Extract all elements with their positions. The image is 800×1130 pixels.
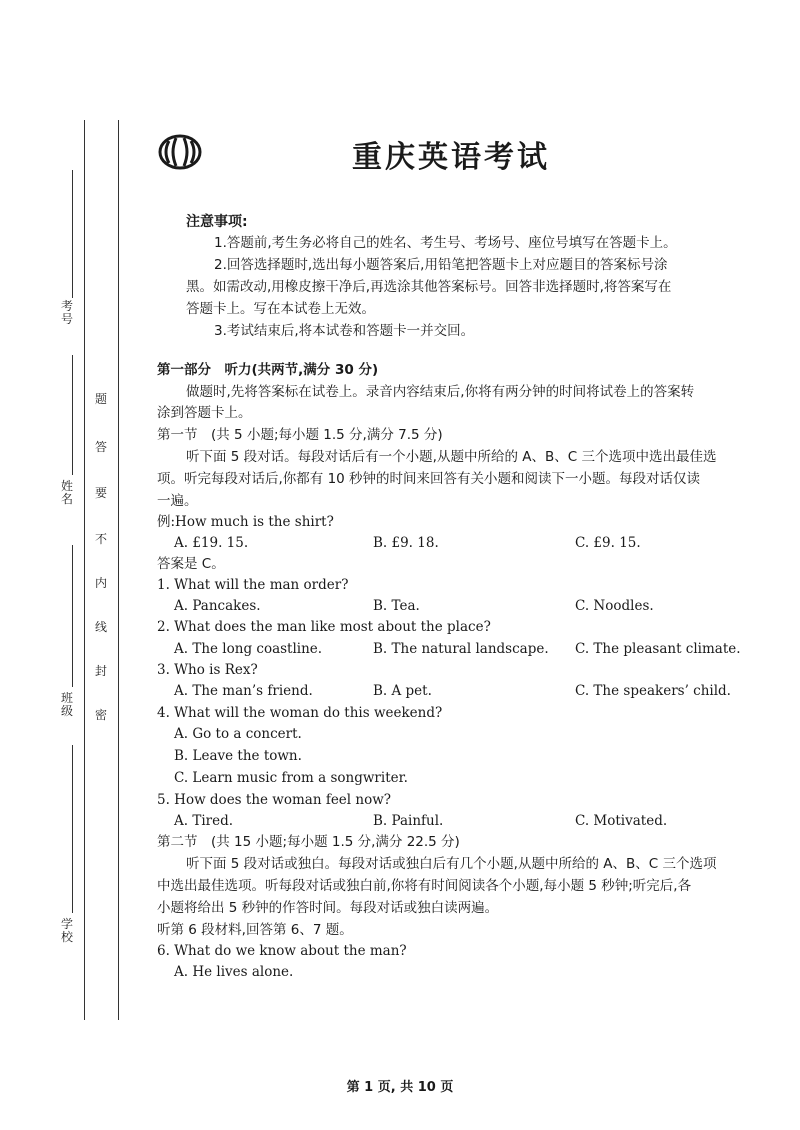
section1-instructions-cont: 项。听完每段对话后,你都有 10 秒钟的时间来回答有关小题和阅读下一小题。每段对话仅读	[157, 471, 701, 487]
q2-option-b: B. The natural landscape.	[373, 641, 549, 657]
part1-intro: 做题时,先将答案标在试卷上。录音内容结束后,你将有两分钟的时间将试卷上的答案转	[186, 384, 695, 400]
seal-char: 内	[94, 576, 107, 590]
example-option-a: A. £19. 15.	[174, 535, 249, 551]
notice-item-2-cont: 答题卡上。写在本试卷上无效。	[186, 301, 375, 317]
class-label: 班级	[60, 691, 73, 718]
section1-instructions-cont: 一遍。	[157, 493, 198, 509]
notice-heading: 注意事项:	[186, 214, 248, 230]
section2-instructions-cont: 小题将给出 5 秒钟的作答时间。每段对话或独白读两遍。	[157, 900, 499, 916]
section1-instructions: 听下面 5 段对话。每段对话后有一个小题,从题中所给的 A、B、C 三个选项中选出最佳选	[186, 449, 717, 465]
section2-heading: 第二节 (共 15 小题;每小题 1.5 分,满分 22.5 分)	[157, 834, 460, 850]
page-footer: 第 1 页, 共 10 页	[346, 1080, 454, 1095]
q5-option-a: A. Tired.	[174, 813, 234, 829]
question-3: 3. Who is Rex?	[157, 662, 258, 678]
exam-logo	[157, 132, 203, 176]
notice-item-3: 3.考试结束后,将本试卷和答题卡一并交回。	[214, 323, 475, 339]
question-4: 4. What will the woman do this weekend?	[157, 705, 443, 721]
class-line	[72, 545, 73, 687]
q5-option-b: B. Painful.	[373, 813, 444, 829]
section2-instructions: 听下面 5 段对话或独白。每段对话或独白后有几个小题,从题中所给的 A、B、C 三个选项	[186, 856, 717, 872]
name-line	[72, 355, 73, 475]
seal-char: 不	[94, 532, 107, 546]
question-2: 2. What does the man like most about the place?	[157, 619, 491, 635]
page-title: 重庆英语考试	[352, 140, 550, 175]
example-question: 例:How much is the shirt?	[157, 514, 334, 530]
seal-char: 密	[94, 708, 107, 722]
example-option-c: C. £9. 15.	[575, 535, 641, 551]
question-5: 5. How does the woman feel now?	[157, 792, 392, 808]
section1-heading: 第一节 (共 5 小题;每小题 1.5 分,满分 7.5 分)	[157, 427, 443, 443]
notice-item-2-cont: 黑。如需改动,用橡皮擦干净后,再选涂其他答案标号。回答非选择题时,将答案写在	[186, 279, 672, 295]
seal-char: 线	[94, 620, 107, 634]
q3-option-b: B. A pet.	[373, 683, 432, 699]
q4-option-c: C. Learn music from a songwriter.	[174, 770, 408, 786]
q4-option-a: A. Go to a concert.	[174, 726, 302, 742]
q5-option-c: C. Motivated.	[575, 813, 668, 829]
binding-line-inner	[118, 120, 119, 1020]
exam-no-line	[72, 170, 73, 298]
example-answer: 答案是 C。	[157, 556, 225, 572]
q3-option-a: A. The man’s friend.	[174, 683, 313, 699]
q4-option-b: B. Leave the town.	[174, 748, 302, 764]
section2-instructions-cont: 中选出最佳选项。听每段对话或独白前,你将有时间阅读各个小题,每小题 5 秒钟;听完后,各	[157, 878, 692, 894]
q1-option-a: A. Pancakes.	[174, 598, 261, 614]
q1-option-b: B. Tea.	[373, 598, 420, 614]
seal-char: 题	[94, 392, 107, 406]
material-6-note: 听第 6 段材料,回答第 6、7 题。	[157, 922, 353, 938]
name-label: 姓名	[60, 479, 73, 506]
q3-option-c: C. The speakers’ child.	[575, 683, 731, 699]
q6-option-a: A. He lives alone.	[174, 964, 294, 980]
exam-no-label: 考号	[60, 299, 73, 326]
seal-char: 答	[94, 440, 107, 454]
binding-line-outer	[84, 120, 85, 1020]
part1-heading: 第一部分 听力(共两节,满分 30 分)	[157, 362, 379, 378]
question-6: 6. What do we know about the man?	[157, 943, 407, 959]
seal-char: 要	[94, 486, 107, 500]
q2-option-c: C. The pleasant climate.	[575, 641, 741, 657]
q1-option-c: C. Noodles.	[575, 598, 654, 614]
school-label: 学校	[60, 917, 73, 944]
question-1: 1. What will the man order?	[157, 577, 349, 593]
part1-intro-cont: 涂到答题卡上。	[157, 405, 252, 421]
q2-option-a: A. The long coastline.	[174, 641, 323, 657]
notice-item-2: 2.回答选择题时,选出每小题答案后,用铅笔把答题卡上对应题目的答案标号涂	[214, 257, 668, 273]
example-option-b: B. £9. 18.	[373, 535, 439, 551]
seal-char: 封	[94, 664, 107, 678]
school-line	[72, 745, 73, 913]
notice-item-1: 1.答题前,考生务必将自己的姓名、考生号、考场号、座位号填写在答题卡上。	[214, 235, 677, 251]
